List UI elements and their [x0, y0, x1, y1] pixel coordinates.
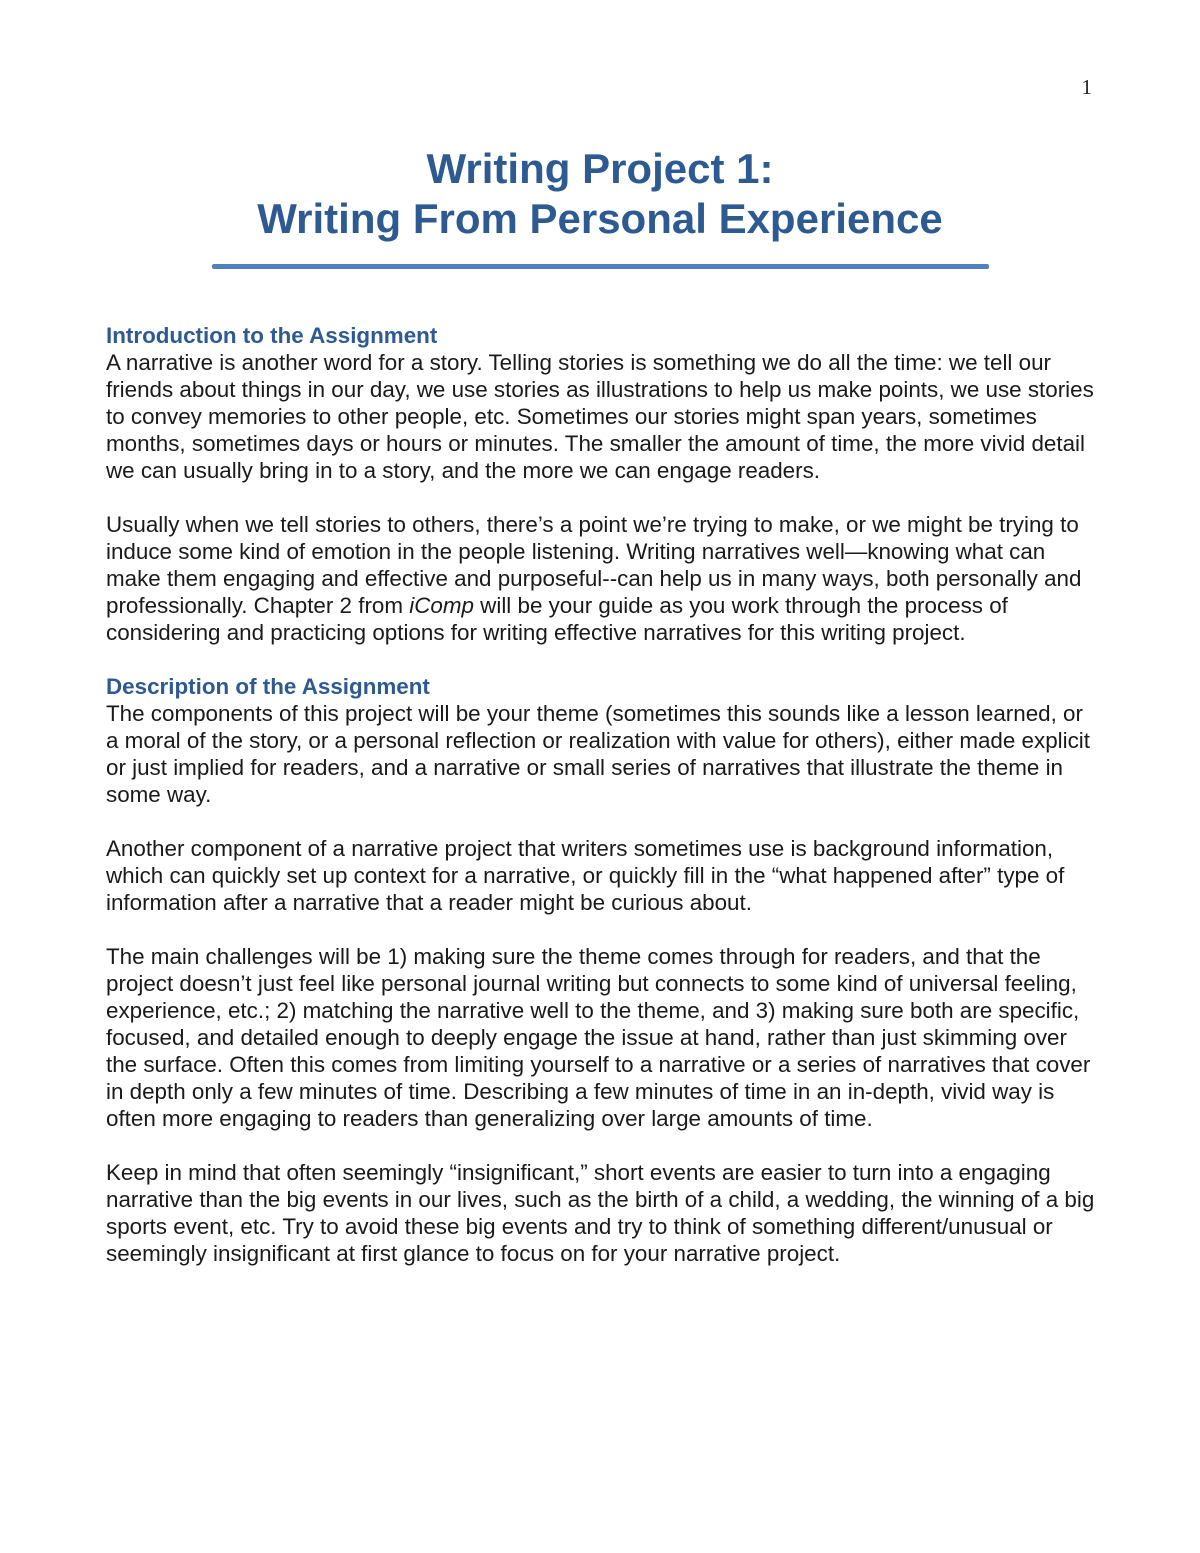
paragraph-spacer [106, 484, 1096, 511]
intro-paragraph-1: A narrative is another word for a story. Telling stories is something we do all the time: we tell our friends about things in our day, we use stories as illustrations to help us make points, we use stories to convey memories to other people, etc. Sometimes our stories might span years, sometimes months, sometimes days or hours or minutes. The smaller the amount of time, the more vivid detail we can usually bring in to a story, and the more we can engage readers. [106, 350, 1094, 483]
section-heading-introduction: Introduction to the Assignment [106, 323, 438, 348]
paragraph-spacer [106, 1132, 1096, 1159]
intro-paragraph-2-text-b: will be your guide as you work through the process of considering and practicing options for writing effective narratives for this writing project. [106, 593, 1008, 645]
book-title-icomp: iComp [409, 593, 474, 618]
document-body [106, 322, 1096, 1267]
page-number: 1 [1081, 75, 1092, 99]
description-paragraph-2: Another component of a narrative project that writers sometimes use is background information, which can quickly set up context for a narrative, or quickly fill in the “what happened after” type of information after a narrative that a reader might be curious about. [106, 836, 1065, 915]
title-line-1: Writing Project 1: [426, 145, 774, 192]
paragraph-spacer [106, 916, 1096, 943]
description-paragraph-1: The components of this project will be your theme (sometimes this sounds like a lesson learned, or a moral of the story, or a personal reflection or realization with value for others), either made explicit or just implied for readers, and a narrative or small series of narratives that illustrate the theme in some way. [106, 701, 1090, 807]
intro-paragraph-2-text-a: Usually when we tell stories to others, there’s a point we’re trying to make, or we might be trying to induce some kind of emotion in the people listening. Writing narratives well—knowing what can make them engaging and effective and purposeful--can help us in many ways, both personally and professionally. Chapter 2 from [106, 512, 1082, 618]
title-line-2: Writing From Personal Experience [257, 195, 943, 242]
document-title [0, 144, 1200, 244]
intro-paragraph-2 [106, 511, 1096, 646]
paragraph-spacer [106, 808, 1096, 835]
title-divider [212, 264, 989, 269]
description-paragraph-4: Keep in mind that often seemingly “insignificant,” short events are easier to turn into a engaging narrative than the big events in our lives, such as the birth of a child, a wedding, the winning of a big sports event, etc. Try to avoid these big events and try to think of something different/unusual or seemingly insignificant at first glance to focus on for your narrative project. [106, 1160, 1095, 1266]
paragraph-spacer [106, 646, 1096, 673]
description-paragraph-3: The main challenges will be 1) making sure the theme comes through for readers, and that the project doesn’t just feel like personal journal writing but connects to some kind of universal feeling, experience, etc.; 2) matching the narrative well to the theme, and 3) making sure both are specific, focused, and detailed enough to deeply engage the issue at hand, rather than just skimming over the surface. Often this comes from limiting yourself to a narrative or a series of narratives that cover in depth only a few minutes of time. Describing a few minutes of time in an in-depth, vivid way is often more engaging to readers than generalizing over large amounts of time. [106, 944, 1091, 1131]
section-heading-description: Description of the Assignment [106, 674, 430, 699]
